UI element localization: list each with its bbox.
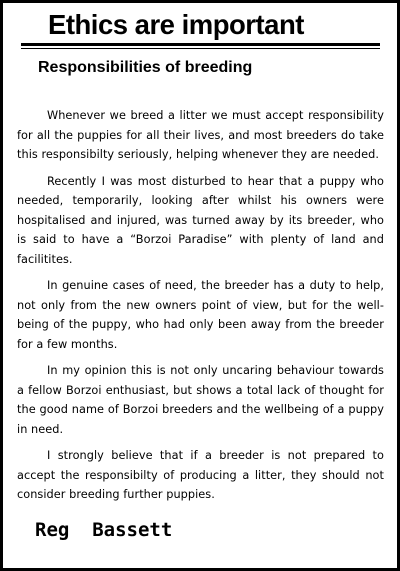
paragraph: Whenever we breed a litter we must accept responsibility for all the puppies for all their lives, and most breeders do take this responsibilty seriously, helping whenever they are needed. bbox=[17, 109, 384, 161]
author-signature: Reg Bassett bbox=[35, 518, 173, 541]
title-rule-thin bbox=[21, 48, 380, 49]
paragraph: In genuine cases of need, the breeder has a duty to help, not only from the new owners point of view, but for the well-being of the puppy, who had only been away from the breeder for a few months. bbox=[17, 279, 384, 351]
article-body bbox=[17, 106, 384, 505]
paragraph: In my opinion this is not only uncaring behaviour towards a fellow Borzoi enthusiast, but shows a total lack of thought for the good name of Borzoi breeders and the wellbeing of a puppy in need. bbox=[17, 364, 384, 436]
paragraph: Recently I was most disturbed to hear that a puppy who needed, temporarily, looking after whilst his owners were hospitalised and injured, was turned away by its breeder, who is said to have a “Borzoi Paradise” with plenty of land and facilitites. bbox=[17, 174, 384, 266]
title-rule bbox=[21, 43, 380, 46]
paragraph: I strongly believe that if a breeder is not prepared to accept the responsibilty of producing a litter, they should not consider breeding further puppies. bbox=[17, 449, 384, 501]
article-title: Ethics are important bbox=[48, 9, 304, 40]
article-subtitle: Responsibilities of breeding bbox=[38, 59, 253, 76]
